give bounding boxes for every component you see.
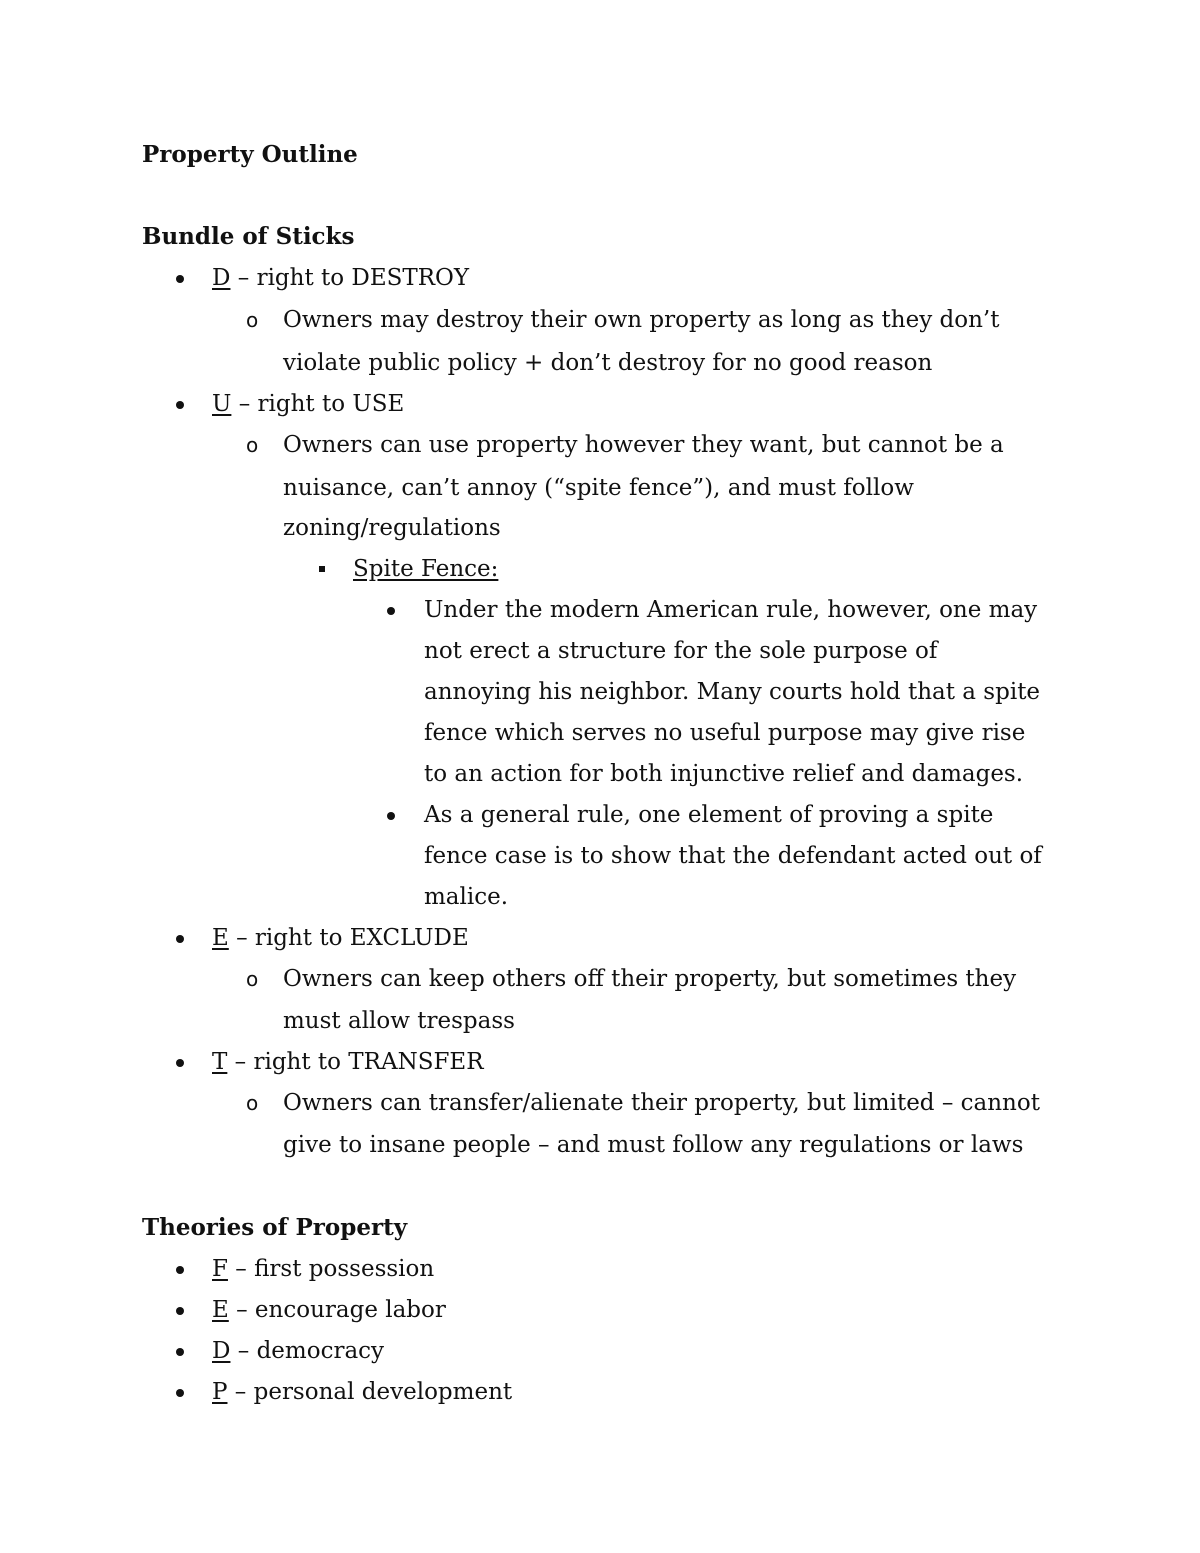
sub-item-line: Owners can keep others off their property, but sometimes they: [283, 966, 1017, 992]
spite-point-line: fence case is to show that the defendant acted out of: [424, 843, 1042, 869]
list-item-letter: F: [212, 1256, 228, 1282]
list-item-text: – encourage labor: [228, 1297, 446, 1323]
list-item-letter: U: [212, 391, 232, 417]
list-item-theory: [212, 1255, 434, 1283]
section-heading-bundle: Bundle of Sticks: [142, 223, 355, 250]
bullet-dot: [176, 1307, 184, 1315]
bullet-dot: [176, 1389, 184, 1397]
spite-point-line: to an action for both injunctive relief and damages.: [424, 761, 1024, 787]
spite-point-line: fence which serves no useful purpose may give rise: [424, 720, 1026, 746]
document-title: Property Outline: [142, 141, 358, 168]
sub-item-line: Owners may destroy their own property as long as they don’t: [283, 307, 1000, 333]
section-heading-theories: Theories of Property: [142, 1214, 408, 1241]
bullet-circle: o: [246, 1091, 259, 1115]
list-item-theory: [212, 1378, 512, 1406]
list-item-text: – right to EXCLUDE: [228, 925, 469, 951]
sub-item-line: Owners can use property however they want, but cannot be a: [283, 432, 1004, 458]
sub-item-line: zoning/regulations: [283, 515, 501, 541]
bullet-circle: o: [246, 308, 259, 332]
list-item-text: – personal development: [227, 1379, 513, 1405]
bullet-circle: o: [246, 433, 259, 457]
list-item-text: – right to DESTROY: [230, 265, 470, 291]
spite-point-line: Under the modern American rule, however, one may: [424, 597, 1038, 623]
spite-point-line: not erect a structure for the sole purpose of: [424, 638, 938, 664]
list-item-letter: D: [212, 1338, 231, 1364]
list-item-destroy: [212, 264, 469, 292]
bullet-circle: o: [246, 967, 259, 991]
list-item-text: – right to USE: [231, 391, 405, 417]
list-item-letter: D: [212, 265, 231, 291]
spite-fence-label: Spite Fence:: [353, 556, 499, 582]
bullet-dot: [176, 935, 184, 943]
list-item-theory: [212, 1337, 384, 1365]
sub-item-line: must allow trespass: [283, 1008, 515, 1034]
sub-item-line: give to insane people – and must follow any regulations or laws: [283, 1132, 1024, 1158]
list-item-transfer: [212, 1048, 484, 1076]
spite-point-line: As a general rule, one element of proving a spite: [424, 802, 994, 828]
bullet-dot: [387, 607, 395, 615]
spite-point-line: annoying his neighbor. Many courts hold that a spite: [424, 679, 1041, 705]
bullet-dot: [176, 401, 184, 409]
sub-item-line: violate public policy + don’t destroy for no good reason: [283, 350, 933, 376]
bullet-dot: [176, 1059, 184, 1067]
bullet-dot: [176, 275, 184, 283]
list-item-letter: E: [212, 925, 229, 951]
bullet-square: [319, 566, 325, 572]
list-item-letter: E: [212, 1297, 229, 1323]
bullet-dot: [176, 1348, 184, 1356]
list-item-text: – right to TRANSFER: [227, 1049, 484, 1075]
list-item-exclude: [212, 924, 469, 952]
list-item-use: [212, 390, 404, 418]
bullet-dot: [387, 812, 395, 820]
list-item-text: – democracy: [230, 1338, 385, 1364]
list-item-theory: [212, 1296, 446, 1324]
bullet-dot: [176, 1266, 184, 1274]
sub-item-line: nuisance, can’t annoy (“spite fence”), and must follow: [283, 475, 914, 501]
list-item-letter: T: [212, 1049, 228, 1075]
sub-item-line: Owners can transfer/alienate their property, but limited – cannot: [283, 1090, 1040, 1116]
spite-point-line: malice.: [424, 884, 509, 910]
list-item-text: – first possession: [227, 1256, 435, 1282]
list-item-letter: P: [212, 1379, 228, 1405]
